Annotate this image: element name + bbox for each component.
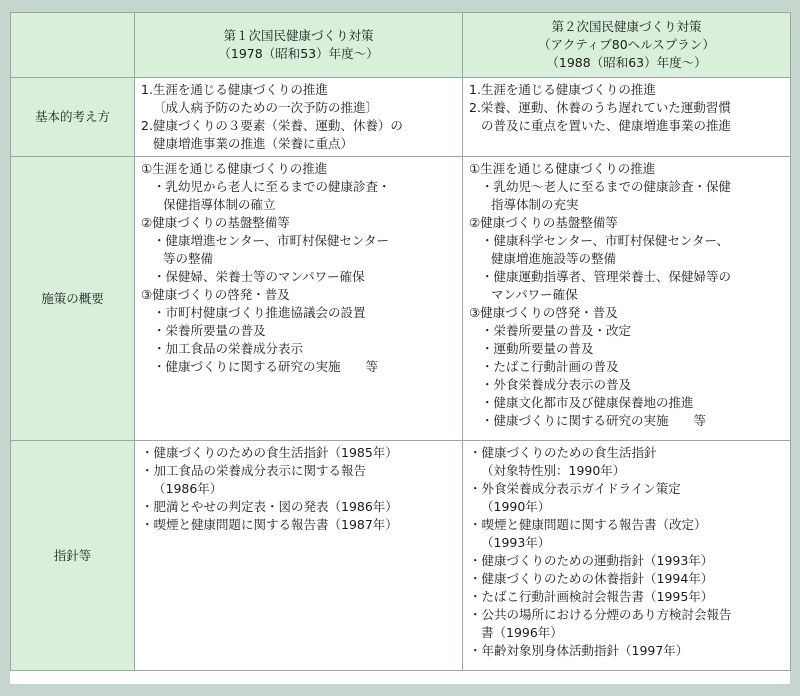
list-item: マンパワー確保 — [491, 287, 578, 302]
header-row — [11, 13, 791, 78]
comparison-table-frame — [10, 12, 790, 684]
header-first-plan — [135, 13, 463, 78]
list-item: ①生涯を通じる健康づくりの推進 — [141, 161, 328, 176]
row-label-policy: 施策の概要 — [11, 157, 135, 441]
list-item: 指導体制の充実 — [491, 197, 579, 212]
list-item: ・健康運動指導者、管理栄養士、保健婦等の — [481, 269, 732, 284]
cell-guidelines-second — [463, 441, 791, 671]
corner-cell — [11, 13, 135, 78]
list-item: ・健康文化都市及び健康保養地の推進 — [481, 395, 694, 410]
cell-basic-second — [463, 78, 791, 157]
list-item: ・公共の場所における分煙のあり方検討会報告 — [469, 607, 732, 622]
list-item: ・乳幼児から老人に至るまでの健康診査・ — [153, 179, 391, 194]
list-item: ・外食栄養成分表示の普及 — [481, 377, 632, 392]
list-item: ・乳幼児〜老人に至るまでの健康診査・保健 — [481, 179, 732, 194]
list-item: 1.生涯を通じる健康づくりの推進 — [469, 82, 656, 97]
row-basic — [11, 78, 791, 157]
list-item: 書（1996年） — [481, 625, 563, 640]
list-item: 保健指導体制の確立 — [163, 197, 276, 212]
cell-guidelines-first — [135, 441, 463, 671]
list-item: ・健康づくりのための食生活指針 — [469, 445, 657, 460]
header-line: 第１次国民健康づくり対策 — [223, 28, 374, 43]
list-item: （1990年） — [481, 499, 551, 514]
row-label-guidelines: 指針等 — [11, 441, 135, 671]
list-item: （1993年） — [481, 535, 551, 550]
list-item: 2.栄養、運動、休養のうち遅れていた運動習慣 — [469, 100, 731, 115]
header-second-plan — [463, 13, 791, 78]
list-item: ③健康づくりの啓発・普及 — [469, 305, 618, 320]
cell-policy-second — [463, 157, 791, 441]
list-item: ・加工食品の栄養成分表示に関する報告 — [141, 463, 367, 478]
list-item: ・たばこ行動計画検討会報告書（1995年） — [469, 589, 714, 604]
list-item: ②健康づくりの基盤整備等 — [141, 215, 290, 230]
list-item: ・健康づくりのための食生活指針（1985年） — [141, 445, 398, 460]
cell-basic-first — [135, 78, 463, 157]
list-item: ・保健婦、栄養士等のマンパワー確保 — [153, 269, 365, 284]
cell-policy-first — [135, 157, 463, 441]
list-item: 1.生涯を通じる健康づくりの推進 — [141, 82, 328, 97]
list-item: ・年齢対象別身体活動指針（1997年） — [469, 643, 689, 658]
header-line: 第２次国民健康づくり対策 — [551, 19, 702, 34]
list-item: ②健康づくりの基盤整備等 — [469, 215, 618, 230]
list-item: ③健康づくりの啓発・普及 — [141, 287, 290, 302]
list-item: ・たばこ行動計画の普及 — [481, 359, 619, 374]
list-item: ・栄養所要量の普及 — [153, 323, 266, 338]
header-line: （アクティブ80ヘルスプラン） — [538, 37, 715, 52]
list-item: ・外食栄養成分表示ガイドライン策定 — [469, 481, 681, 496]
list-item: ・健康づくりに関する研究の実施 等 — [481, 413, 707, 428]
header-line: （1988（昭和63）年度〜） — [546, 55, 707, 70]
list-item: の普及に重点を置いた、健康増進事業の推進 — [481, 118, 732, 133]
comparison-table — [10, 12, 791, 671]
list-item: ・喫煙と健康問題に関する報告書（1987年） — [141, 517, 398, 532]
list-item: ・健康科学センター、市町村保健センター、 — [481, 233, 730, 248]
header-line: （1978（昭和53）年度〜） — [218, 46, 379, 61]
row-label-basic: 基本的考え方 — [11, 78, 135, 157]
row-policy — [11, 157, 791, 441]
list-item: ・肥満とやせの判定表・図の発表（1986年） — [141, 499, 398, 514]
list-item: 等の整備 — [163, 251, 214, 266]
list-item: （対象特性別：1990年） — [481, 463, 626, 478]
list-item: ・健康づくりのための運動指針（1993年） — [469, 553, 714, 568]
list-item: ・加工食品の栄養成分表示 — [153, 341, 304, 356]
list-item: ・運動所要量の普及 — [481, 341, 594, 356]
list-item: 健康増進施設等の整備 — [491, 251, 617, 266]
list-item: 〔成人病予防のための一次予防の推進〕 — [153, 100, 379, 115]
list-item: ・健康づくりのための休養指針（1994年） — [469, 571, 714, 586]
list-item: ・健康づくりに関する研究の実施 等 — [153, 359, 379, 374]
list-item: ・喫煙と健康問題に関する報告書（改定） — [469, 517, 707, 532]
list-item: 健康増進事業の推進（栄養に重点） — [153, 136, 354, 151]
list-item: ・栄養所要量の普及・改定 — [481, 323, 632, 338]
row-guidelines — [11, 441, 791, 671]
list-item: ・市町村健康づくり推進協議会の設置 — [153, 305, 366, 320]
list-item: ・健康増進センター、市町村保健センター — [153, 233, 390, 248]
list-item: 2.健康づくりの３要素（栄養、運動、休養）の — [141, 118, 403, 133]
list-item: （1986年） — [153, 481, 223, 496]
list-item: ①生涯を通じる健康づくりの推進 — [469, 161, 656, 176]
